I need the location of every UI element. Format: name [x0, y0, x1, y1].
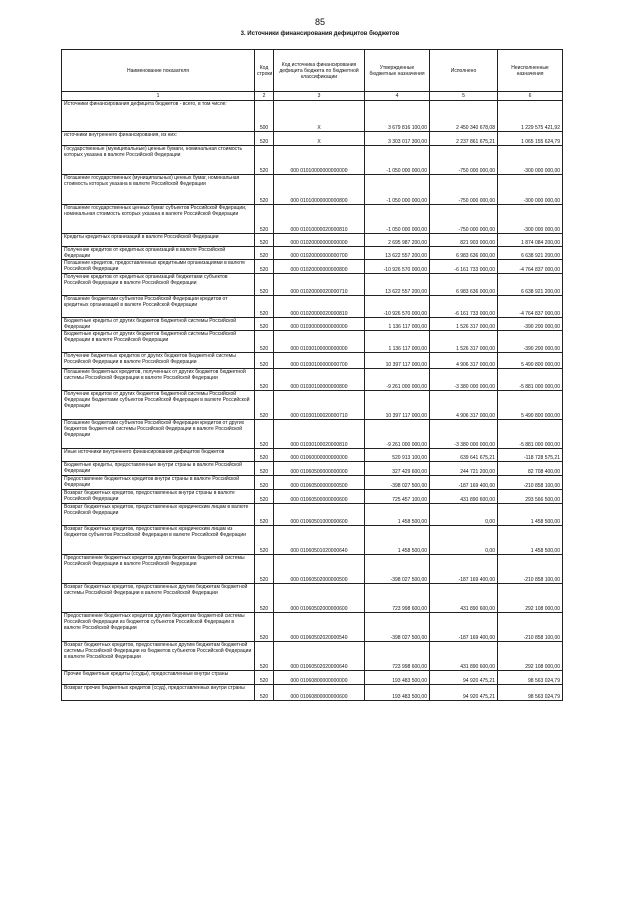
table-row — [62, 490, 563, 504]
cell-code: 000 01020000000000700 — [274, 247, 365, 260]
cell-executed: -187 169 400,00 — [430, 555, 498, 584]
cell-code: 000 01010000000000000 — [274, 146, 365, 175]
cell-code: 000 01060502000000500 — [274, 555, 365, 584]
cell-code: 000 01020000000000800 — [274, 260, 365, 274]
cell-line: 520 — [255, 449, 274, 462]
cell-code: 000 01060501000000600 — [274, 504, 365, 526]
cell-unexecuted: 98 563 024,79 — [498, 671, 563, 685]
cell-code: 000 01060502020000540 — [274, 613, 365, 642]
cell-approved: 1 136 117 000,00 — [365, 331, 430, 353]
cell-line: 520 — [255, 504, 274, 526]
cell-executed: -6 161 733 000,00 — [430, 260, 498, 274]
cell-unexecuted: 292 108 000,00 — [498, 584, 563, 613]
cell-approved: 13 622 557 200,00 — [365, 274, 430, 296]
cell-name: источники внутреннего финансирования, из них: — [62, 132, 255, 146]
table-row — [62, 420, 563, 449]
table-row — [62, 685, 563, 701]
cell-executed: 1 526 317 000,00 — [430, 318, 498, 331]
cell-code: 000 01030000000000000 — [274, 318, 365, 331]
cell-line: 520 — [255, 671, 274, 685]
cell-approved: -398 027 500,00 — [365, 555, 430, 584]
cell-executed: 94 920 475,21 — [430, 685, 498, 701]
cell-code: X — [274, 132, 365, 146]
cell-name: Предоставление бюджетных кредитов другим бюджетам бюджетной системы Российской Федерации в валюте Российской Федерации — [62, 555, 255, 584]
cell-executed: 4 906 317 000,00 — [430, 353, 498, 369]
cell-line: 520 — [255, 642, 274, 671]
cell-name: Получение бюджетных кредитов от других бюджетов бюджетной системы Российской Федерации в валюте Российской Федерации — [62, 353, 255, 369]
cell-approved: -9 261 000 000,00 — [365, 369, 430, 391]
cell-name: Бюджетные кредиты от других бюджетов бюджетной системы Российской Федерации в валюте Российской Федерации — [62, 331, 255, 353]
col-number: 3 — [274, 92, 365, 101]
cell-executed: -6 161 733 000,00 — [430, 296, 498, 318]
cell-name: Погашение бюджетами субъектов Российской Федерации кредитов от кредитных организаций в валюте Российской Федерации — [62, 296, 255, 318]
cell-approved: 3 303 017 300,00 — [365, 132, 430, 146]
cell-approved: 3 679 816 100,00 — [365, 101, 430, 132]
col-header-executed: Исполнено — [430, 50, 498, 92]
col-header-code: Код источника финансирования дефицита бюджета по бюджетной классификации — [274, 50, 365, 92]
table-row — [62, 175, 563, 205]
table-row — [62, 526, 563, 555]
cell-line: 520 — [255, 247, 274, 260]
cell-line: 520 — [255, 369, 274, 391]
table-row — [62, 584, 563, 613]
cell-code: 000 01060000000000000 — [274, 449, 365, 462]
cell-code: 000 01030100020000810 — [274, 420, 365, 449]
cell-unexecuted: 82 708 400,00 — [498, 462, 563, 476]
cell-executed: 94 920 475,21 — [430, 671, 498, 685]
cell-executed: -750 000 000,00 — [430, 146, 498, 175]
cell-name: Погашение кредитов, предоставленных кредитными организациями в валюте Российской Федерации — [62, 260, 255, 274]
cell-line: 520 — [255, 274, 274, 296]
cell-approved: 2 695 987 200,00 — [365, 234, 430, 247]
cell-executed: 2 237 861 675,21 — [430, 132, 498, 146]
cell-name: Получение кредитов от кредитных организаций в валюте Российской Федерации — [62, 247, 255, 260]
cell-executed: 1 526 317 000,00 — [430, 331, 498, 353]
cell-name: Кредиты кредитных организаций в валюте Российской Федерации — [62, 234, 255, 247]
cell-approved: 193 483 500,00 — [365, 671, 430, 685]
cell-executed: -750 000 000,00 — [430, 175, 498, 205]
col-number: 2 — [255, 92, 274, 101]
col-number: 4 — [365, 92, 430, 101]
cell-line: 520 — [255, 318, 274, 331]
cell-name: Предоставление бюджетных кредитов другим бюджетам бюджетной системы Российской Федерации из бюджетов субъектов Российской Федерации в валюте Российской Федерации — [62, 613, 255, 642]
table-row — [62, 504, 563, 526]
cell-executed: 821 903 000,00 — [430, 234, 498, 247]
table-row — [62, 318, 563, 331]
cell-name: Источники финансирования дефицита бюджетов - всего, в том числе: — [62, 101, 255, 132]
cell-executed: 431 890 600,00 — [430, 490, 498, 504]
cell-line: 520 — [255, 420, 274, 449]
cell-executed: 431 890 600,00 — [430, 642, 498, 671]
cell-executed: 4 906 317 000,00 — [430, 391, 498, 420]
cell-unexecuted: -210 858 100,00 — [498, 613, 563, 642]
financing-sources-table — [61, 49, 563, 701]
cell-name: Возврат бюджетных кредитов, предоставленных другим бюджетам бюджетной системы Российской Федерации из бюджетов субъектов Российской Федерации в валюте Российской Федерации — [62, 642, 255, 671]
cell-line: 520 — [255, 205, 274, 234]
table-row — [62, 331, 563, 353]
cell-name: Погашение бюджетами субъектов Российской Федерации кредитов от других бюджетов бюджетной системы Российской Федерации в валюте Российской Федерации — [62, 420, 255, 449]
cell-unexecuted: -5 881 000 000,00 — [498, 369, 563, 391]
cell-approved: -10 926 570 000,00 — [365, 296, 430, 318]
cell-unexecuted: 292 108 000,00 — [498, 642, 563, 671]
cell-code: 000 01020000020000810 — [274, 296, 365, 318]
cell-executed: 6 983 636 000,00 — [430, 274, 498, 296]
cell-unexecuted: -300 000 000,00 — [498, 146, 563, 175]
cell-executed: 639 641 675,21 — [430, 449, 498, 462]
table-row — [62, 391, 563, 420]
cell-code: 000 01030100000000700 — [274, 353, 365, 369]
cell-line: 520 — [255, 260, 274, 274]
cell-name: Погашение бюджетных кредитов, полученных от других бюджетов бюджетной системы Российской Федерации в валюте Российской Федерации — [62, 369, 255, 391]
column-number-row — [62, 92, 563, 101]
table-row — [62, 353, 563, 369]
cell-unexecuted: 1 065 155 624,79 — [498, 132, 563, 146]
cell-approved: 10 397 117 000,00 — [365, 353, 430, 369]
cell-unexecuted: -118 728 575,21 — [498, 449, 563, 462]
cell-approved: -9 261 000 000,00 — [365, 420, 430, 449]
cell-code: 000 01060501020000640 — [274, 526, 365, 555]
cell-approved: 723 998 600,00 — [365, 584, 430, 613]
cell-name: Получение кредитов от кредитных организаций бюджетами субъектов Российской Федерации в валюте Российской Федерации — [62, 274, 255, 296]
cell-line: 520 — [255, 584, 274, 613]
cell-code: 000 01020000020000710 — [274, 274, 365, 296]
cell-unexecuted: 5 490 800 000,00 — [498, 391, 563, 420]
cell-code: 000 01030100000000800 — [274, 369, 365, 391]
cell-approved: 725 457 100,00 — [365, 490, 430, 504]
table-row — [62, 146, 563, 175]
cell-name: Возврат прочих бюджетных кредитов (ссуд), предоставленных внутри страны — [62, 685, 255, 701]
col-header-unexecuted: Неисполненные назначения — [498, 50, 563, 92]
section-heading: 3. Источники финансирования дефицитов бюджетов — [240, 31, 400, 37]
col-header-name: Наименование показателя — [62, 50, 255, 92]
cell-code: 000 01060500000000500 — [274, 476, 365, 490]
cell-name: Возврат бюджетных кредитов, предоставленных юридическим лицам в валюте Российской Федерации — [62, 504, 255, 526]
cell-unexecuted: 6 638 921 200,00 — [498, 247, 563, 260]
cell-name: Возврат бюджетных кредитов, предоставленных внутри страны в валюте Российской Федерации — [62, 490, 255, 504]
cell-line: 520 — [255, 613, 274, 642]
cell-code: 000 01010000020000810 — [274, 205, 365, 234]
cell-executed: -3 380 000 000,00 — [430, 420, 498, 449]
cell-approved: 327 429 600,00 — [365, 462, 430, 476]
cell-approved: 13 622 557 200,00 — [365, 247, 430, 260]
cell-executed: -187 169 400,00 — [430, 476, 498, 490]
table-row — [62, 369, 563, 391]
cell-line: 520 — [255, 146, 274, 175]
cell-approved: -1 050 000 000,00 — [365, 205, 430, 234]
cell-name: Государственные (муниципальные) ценные бумаги, номинальная стоимость которых указана в валюте Российской Федерации — [62, 146, 255, 175]
cell-executed: 2 450 340 678,08 — [430, 101, 498, 132]
cell-code: 000 01060500000000600 — [274, 490, 365, 504]
cell-line: 520 — [255, 353, 274, 369]
cell-executed: -3 380 000 000,00 — [430, 369, 498, 391]
cell-name: Бюджетные кредиты от других бюджетов бюджетной системы Российской Федерации — [62, 318, 255, 331]
cell-executed: 0,00 — [430, 504, 498, 526]
table-row — [62, 555, 563, 584]
col-header-approved: Утвержденные бюджетные назначения — [365, 50, 430, 92]
cell-line: 520 — [255, 526, 274, 555]
cell-unexecuted: -390 200 000,00 — [498, 331, 563, 353]
cell-unexecuted: 5 490 800 000,00 — [498, 353, 563, 369]
cell-unexecuted: 6 638 921 200,00 — [498, 274, 563, 296]
cell-unexecuted: 98 563 024,79 — [498, 685, 563, 701]
cell-name: Иные источники внутреннего финансирования дефицитов бюджетов — [62, 449, 255, 462]
cell-approved: 520 913 100,00 — [365, 449, 430, 462]
cell-approved: -398 027 500,00 — [365, 476, 430, 490]
page-number: 85 — [314, 17, 325, 27]
cell-executed: 0,00 — [430, 526, 498, 555]
cell-name: Возврат бюджетных кредитов, предоставленных другим бюджетам бюджетной системы Российской Федерации в валюте Российской Федерации — [62, 584, 255, 613]
cell-line: 520 — [255, 234, 274, 247]
cell-approved: 193 483 500,00 — [365, 685, 430, 701]
table-row — [62, 296, 563, 318]
cell-line: 520 — [255, 462, 274, 476]
cell-executed: 244 721 200,00 — [430, 462, 498, 476]
col-number: 5 — [430, 92, 498, 101]
cell-approved: -1 050 000 000,00 — [365, 146, 430, 175]
cell-line: 520 — [255, 331, 274, 353]
cell-unexecuted: 1 229 575 421,92 — [498, 101, 563, 132]
cell-code: 000 01030100020000710 — [274, 391, 365, 420]
col-header-line: Код строки — [255, 50, 274, 92]
cell-approved: 1 458 500,00 — [365, 504, 430, 526]
cell-name: Погашение государственных (муниципальных) ценных бумаг, номинальная стоимость которых указана в валюте Российской Федерации — [62, 175, 255, 205]
table-row — [62, 613, 563, 642]
table-row — [62, 462, 563, 476]
cell-name: Получение кредитов от других бюджетов бюджетной системы Российской Федерации бюджетами субъектов Российской Федерации в валюте Российской Федерации — [62, 391, 255, 420]
cell-name: Предоставление бюджетных кредитов внутри страны в валюте Российской Федерации — [62, 476, 255, 490]
cell-line: 520 — [255, 555, 274, 584]
cell-line: 520 — [255, 132, 274, 146]
cell-line: 520 — [255, 296, 274, 318]
cell-approved: 723 998 600,00 — [365, 642, 430, 671]
cell-name: Погашение государственных ценных бумаг субъектов Российской Федерации, номинальная стоимость которых указана в валюте Российской Федерации — [62, 205, 255, 234]
table-row — [62, 449, 563, 462]
cell-unexecuted: 1 458 500,00 — [498, 526, 563, 555]
table-row — [62, 205, 563, 234]
cell-name: Возврат бюджетных кредитов, предоставленных юридическим лицам из бюджетов субъектов Российской Федерации в валюте Российской Федерации — [62, 526, 255, 555]
cell-unexecuted: 293 566 500,00 — [498, 490, 563, 504]
table-row — [62, 671, 563, 685]
table-row — [62, 260, 563, 274]
cell-line: 500 — [255, 101, 274, 132]
header-row — [62, 50, 563, 92]
table-body — [62, 101, 563, 701]
table-row — [62, 274, 563, 296]
cell-unexecuted: -300 000 000,00 — [498, 175, 563, 205]
cell-unexecuted: -390 200 000,00 — [498, 318, 563, 331]
cell-approved: 1 136 117 000,00 — [365, 318, 430, 331]
cell-approved: -1 050 000 000,00 — [365, 175, 430, 205]
cell-executed: -187 169 400,00 — [430, 613, 498, 642]
cell-line: 520 — [255, 685, 274, 701]
table-row — [62, 476, 563, 490]
cell-unexecuted: -210 858 100,00 — [498, 476, 563, 490]
cell-name: Прочие бюджетные кредиты (ссуды), предоставленные внутри страны — [62, 671, 255, 685]
cell-unexecuted: -300 000 000,00 — [498, 205, 563, 234]
cell-line: 520 — [255, 175, 274, 205]
cell-line: 520 — [255, 391, 274, 420]
cell-approved: 1 458 500,00 — [365, 526, 430, 555]
cell-executed: -750 000 000,00 — [430, 205, 498, 234]
table-row — [62, 247, 563, 260]
cell-code: 000 01010000000000800 — [274, 175, 365, 205]
cell-name: Бюджетные кредиты, предоставленные внутри страны в валюте Российской Федерации — [62, 462, 255, 476]
table-row — [62, 234, 563, 247]
table-row — [62, 132, 563, 146]
cell-approved: -398 027 500,00 — [365, 613, 430, 642]
table-row — [62, 642, 563, 671]
cell-code: 000 01060502000000600 — [274, 584, 365, 613]
cell-line: 520 — [255, 490, 274, 504]
cell-unexecuted: -4 764 837 000,00 — [498, 260, 563, 274]
cell-executed: 6 983 636 000,00 — [430, 247, 498, 260]
cell-code: 000 01020000000000000 — [274, 234, 365, 247]
cell-code: X — [274, 101, 365, 132]
cell-unexecuted: -210 858 100,00 — [498, 555, 563, 584]
cell-line: 520 — [255, 476, 274, 490]
cell-unexecuted: 1 458 500,00 — [498, 504, 563, 526]
cell-approved: -10 926 570 000,00 — [365, 260, 430, 274]
cell-unexecuted: -4 764 837 000,00 — [498, 296, 563, 318]
cell-code: 000 01030100000000000 — [274, 331, 365, 353]
cell-code: 000 01060502020000640 — [274, 642, 365, 671]
cell-unexecuted: -5 881 000 000,00 — [498, 420, 563, 449]
col-number: 1 — [62, 92, 255, 101]
cell-code: 000 01060800000000000 — [274, 671, 365, 685]
cell-code: 000 01060500000000000 — [274, 462, 365, 476]
col-number: 6 — [498, 92, 563, 101]
cell-unexecuted: 1 874 084 200,00 — [498, 234, 563, 247]
cell-code: 000 01060800000000600 — [274, 685, 365, 701]
table-row — [62, 101, 563, 132]
cell-executed: 431 890 600,00 — [430, 584, 498, 613]
cell-approved: 10 397 117 000,00 — [365, 391, 430, 420]
